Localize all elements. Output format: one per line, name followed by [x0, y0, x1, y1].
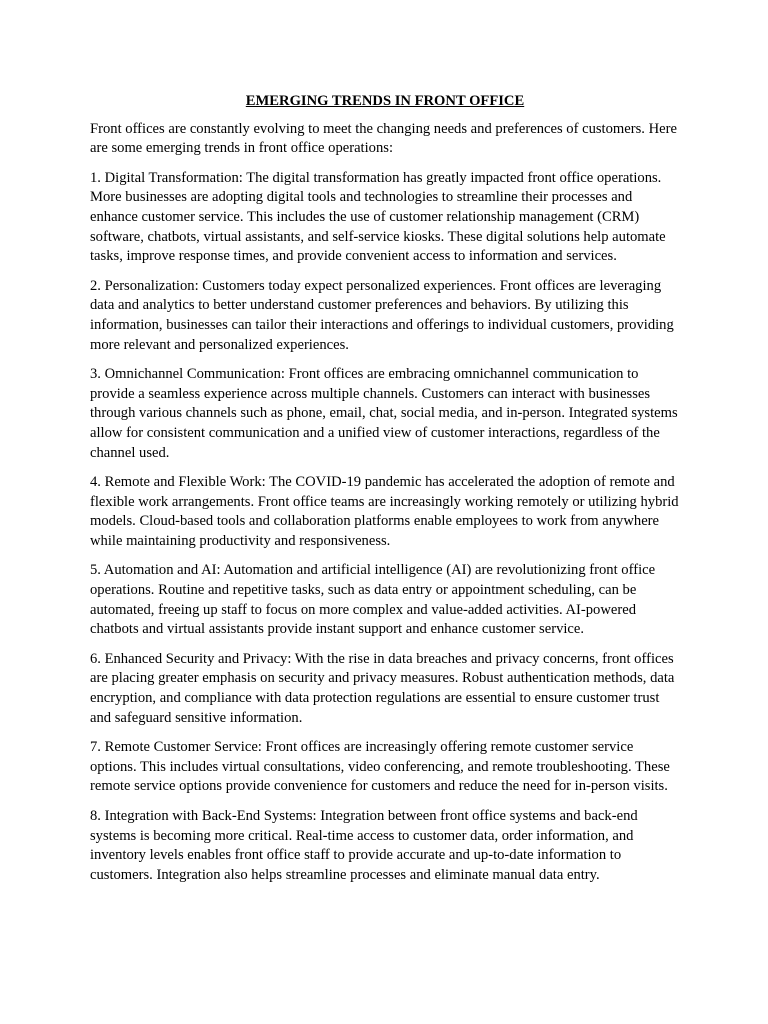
- trend-paragraph-omnichannel: 3. Omnichannel Communication: Front offices are embracing omnichannel communication to provide a seamless experience across multiple channels. Customers can interact with businesses through various channels such as phone, email, chat, social media, and in-person. Integrated systems allow for consistent communication and a unified view of customer interactions, regardless of the channel used.: [90, 366, 678, 461]
- trend-paragraph-personalization: 2. Personalization: Customers today expect personalized experiences. Front offices are leveraging data and analytics to better understand customer preferences and behaviors. By utilizing this information, businesses can tailor their interactions and offerings to individual customers, providing more relevant and personalized experiences.: [90, 277, 674, 353]
- trend-paragraph-remote-work: 4. Remote and Flexible Work: The COVID-19 pandemic has accelerated the adoption of remote and flexible work arrangements. Front office teams are increasingly working remotely or utilizing hybrid models. Cloud-based tools and collaboration platforms enable employees to work from anywhere while maintaining productivity and responsiveness.: [90, 474, 679, 549]
- intro-paragraph: Front offices are constantly evolving to meet the changing needs and preferences of customers. Here are some emerging trends in front office operations:: [90, 120, 677, 157]
- trend-paragraph-digital-transformation: 1. Digital Transformation: The digital transformation has greatly impacted front office operations. More businesses are adopting digital tools and technologies to streamline their processes and enhance customer service. This includes the use of customer relationship management (CRM) software, chatbots, virtual assistants, and self-service kiosks. These digital solutions help automate tasks, improve response times, and provide convenient access to information and services.: [90, 169, 666, 265]
- trend-paragraph-security-privacy: 6. Enhanced Security and Privacy: With the rise in data breaches and privacy concerns, front offices are placing greater emphasis on security and privacy measures. Robust authentication methods, data encryption, and compliance with data protection regulations are essential to ensure customer trust and safeguard sensitive information.: [90, 650, 675, 726]
- trend-paragraph-backend-integration: 8. Integration with Back-End Systems: Integration between front office systems and back-end systems is becoming more critical. Real-time access to customer data, order information, and inventory levels enables front office staff to provide accurate and up-to-date information to customers. Integration also helps streamline processes and eliminate manual data entry.: [90, 808, 638, 883]
- trend-paragraph-remote-service: 7. Remote Customer Service: Front offices are increasingly offering remote customer service options. This includes virtual consultations, video conferencing, and remote troubleshooting. These remote service options provide convenience for customers and reduce the need for in-person visits.: [90, 739, 670, 795]
- trend-paragraph-automation-ai: 5. Automation and AI: Automation and artificial intelligence (AI) are revolutionizing front office operations. Routine and repetitive tasks, such as data entry or appointment scheduling, can be automated, freeing up staff to focus on more complex and value-added activities. AI-powered chatbots and virtual assistants provide instant support and enhance customer service.: [90, 562, 656, 638]
- document-title: EMERGING TRENDS IN FRONT OFFICE: [245, 93, 525, 109]
- document-page: [90, 92, 680, 895]
